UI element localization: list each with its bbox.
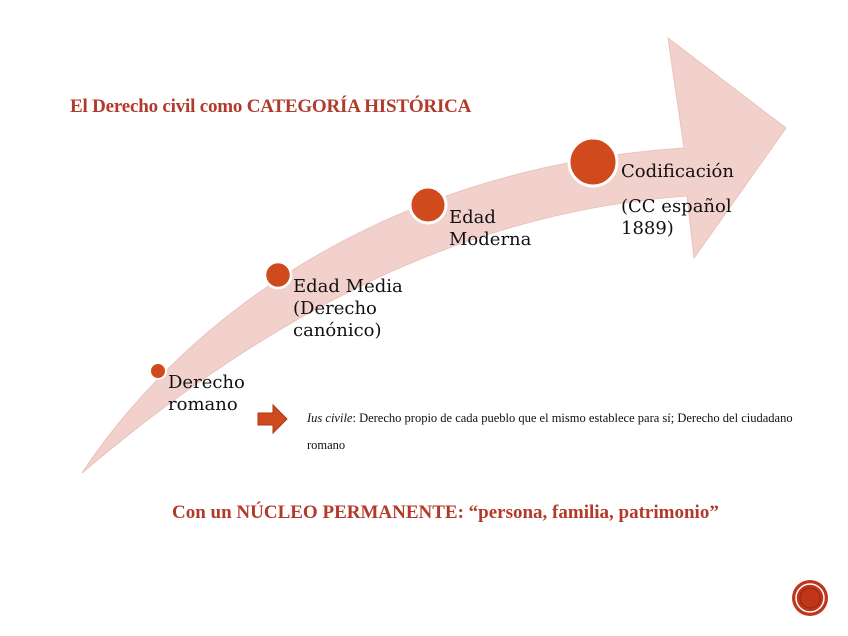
timeline-node-1 — [150, 363, 166, 379]
stage-line: Moderna — [449, 229, 532, 250]
stage-line: Edad — [449, 207, 496, 228]
codificacion-note — [621, 196, 732, 240]
note-line: (CC español — [621, 196, 732, 217]
timeline-node-4 — [569, 138, 617, 186]
circle-badge-icon — [792, 580, 828, 616]
ius-civile-definition: : Derecho propio de cada pueblo que el mismo establece para sí; Derecho del ciudadano romano — [307, 411, 793, 452]
stage-line: (Derecho — [293, 298, 377, 319]
stage-derecho-romano — [168, 372, 245, 416]
timeline-node-3 — [410, 187, 446, 223]
stage-line: romano — [168, 394, 238, 415]
note-line: 1889) — [621, 218, 674, 239]
timeline-node-2 — [265, 262, 291, 288]
stage-line: Codificación — [621, 161, 734, 182]
ius-civile-note — [307, 405, 807, 459]
slide-title: El Derecho civil como CATEGORÍA HISTÓRICA — [70, 96, 472, 117]
stage-codificacion — [621, 161, 734, 183]
stage-edad-media — [293, 276, 403, 342]
right-arrow-icon — [258, 405, 287, 433]
stage-line: canónico) — [293, 320, 382, 341]
ius-civile-term: Ius civile — [307, 411, 353, 425]
permanent-core-text: Con un NÚCLEO PERMANENTE: “persona, familia, patrimonio” — [172, 502, 719, 523]
stage-line: Edad Media — [293, 276, 403, 297]
stage-edad-moderna — [449, 207, 531, 251]
stage-line: Derecho — [168, 372, 245, 393]
